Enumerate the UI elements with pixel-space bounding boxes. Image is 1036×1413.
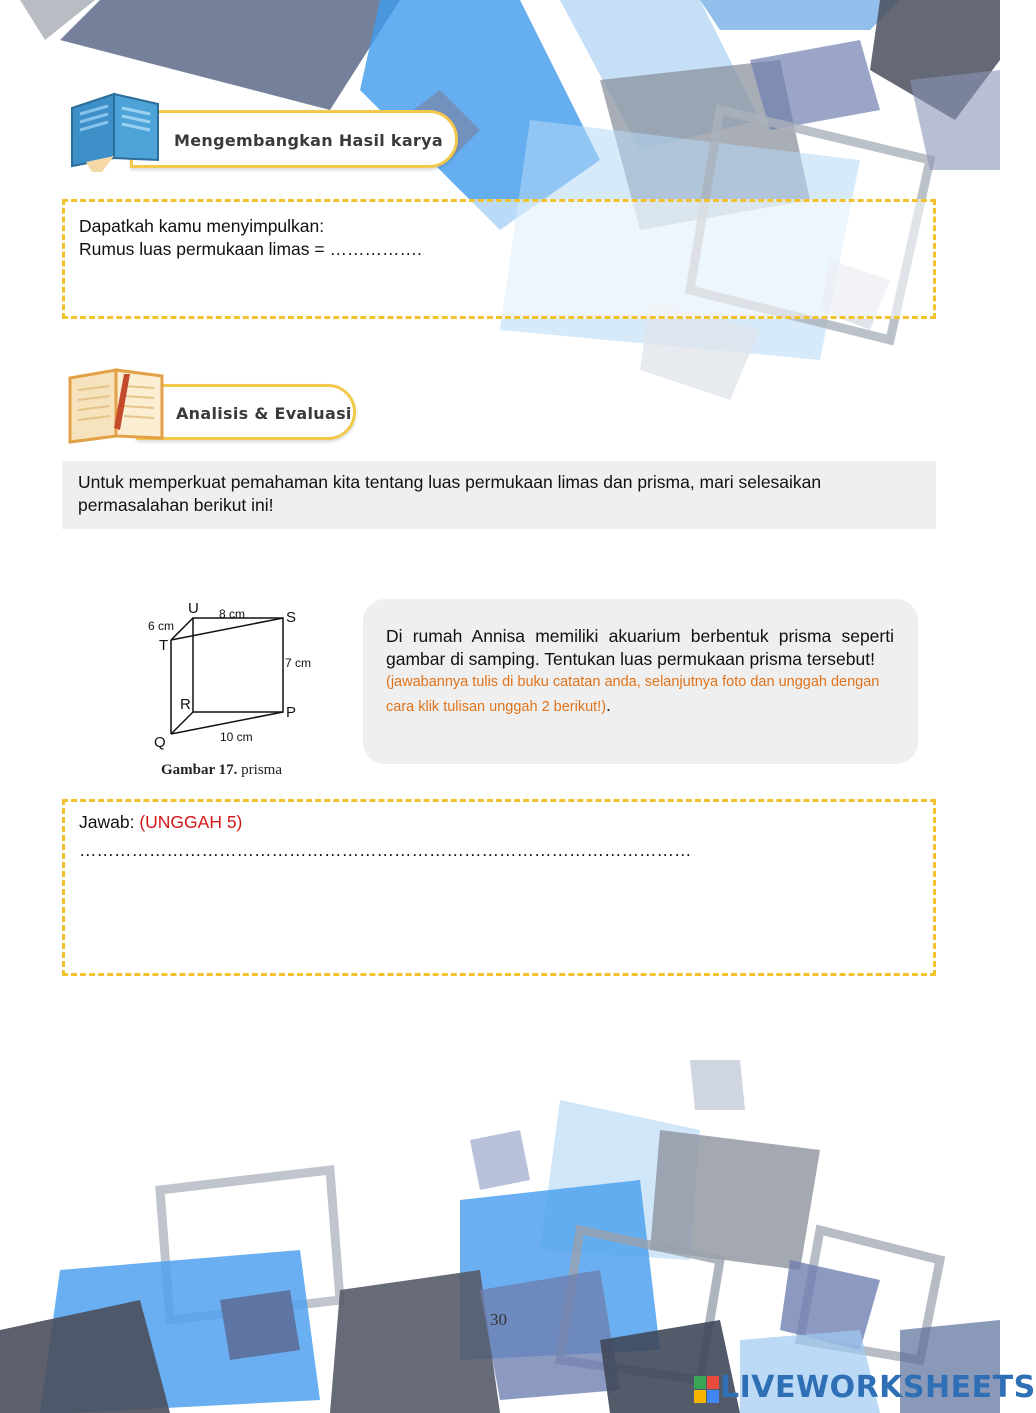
caption-text: prisma bbox=[237, 762, 282, 778]
notebook-icon bbox=[66, 364, 166, 448]
vertex-Q: Q bbox=[154, 734, 166, 751]
section-banner-mengembangkan bbox=[66, 88, 458, 172]
open-book-icon bbox=[66, 88, 166, 172]
vertex-U: U bbox=[188, 600, 199, 617]
liveworksheets-wordmark: LIVEWORKSHEETS bbox=[720, 1370, 1036, 1405]
liveworksheets-icon bbox=[694, 1376, 720, 1404]
vertex-P: P bbox=[286, 704, 297, 721]
dim-height: 7 cm bbox=[285, 656, 312, 670]
problem-box bbox=[363, 599, 918, 764]
prism-back-face bbox=[193, 618, 283, 712]
dim-base: 10 cm bbox=[220, 730, 253, 744]
caption-label: Gambar 17. bbox=[161, 762, 238, 778]
dim-slant: 6 cm bbox=[148, 619, 175, 633]
vertex-R: R bbox=[180, 696, 191, 713]
section-banner-analisis bbox=[66, 364, 356, 448]
conclusion-question: Dapatkah kamu menyimpulkan: bbox=[79, 216, 325, 236]
answer-label: Jawab: bbox=[79, 812, 140, 832]
section-title: Mengembangkan Hasil karya bbox=[174, 131, 443, 150]
problem-text: Di rumah Annisa memiliki akuarium berbentuk prisma seperti gambar di samping. Tentukan luas permukaan prisma tersebut! bbox=[386, 626, 894, 669]
answer-box bbox=[62, 799, 936, 976]
prism-figure bbox=[140, 596, 340, 756]
problem-note-end: . bbox=[606, 695, 611, 715]
section-title: Analisis & Evaluasi bbox=[176, 404, 352, 423]
edge-TS bbox=[171, 618, 283, 640]
liveworksheets-logo bbox=[694, 1370, 1036, 1408]
problem-note: (jawabannya tulis di buku catatan anda, selanjutnya foto dan unggah dengan cara klik tulisan unggah 2 berikut!) bbox=[386, 674, 880, 715]
conclusion-box bbox=[62, 199, 936, 319]
dim-top: 8 cm bbox=[219, 607, 246, 621]
conclusion-formula: Rumus luas permukaan limas = ……………. bbox=[79, 239, 422, 259]
intro-text: Untuk memperkuat pemahaman kita tentang luas permukaan limas dan prisma, mari selesaikan permasalahan berikut ini! bbox=[78, 472, 822, 515]
figure-caption bbox=[161, 762, 282, 779]
vertex-S: S bbox=[286, 609, 297, 626]
page-number: 30 bbox=[490, 1310, 507, 1329]
intro-box bbox=[62, 461, 936, 529]
vertex-T: T bbox=[159, 637, 169, 654]
upload-link[interactable]: (UNGGAH 5) bbox=[139, 812, 243, 832]
answer-field[interactable]: …………………………………………………………………………………………… bbox=[79, 840, 692, 860]
